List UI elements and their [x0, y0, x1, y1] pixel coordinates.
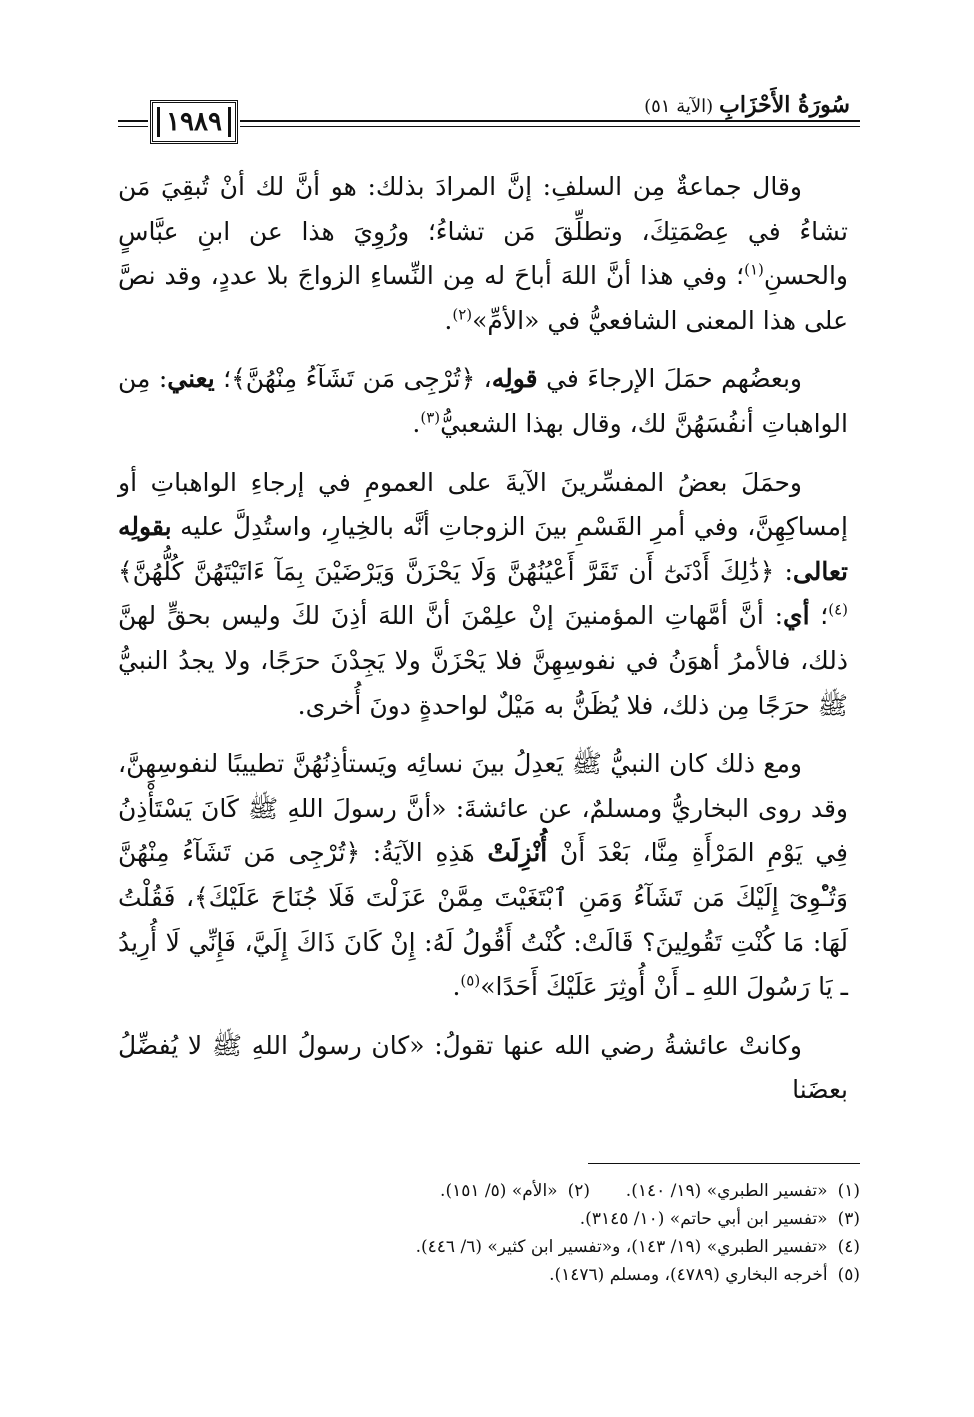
p4-end: .	[452, 972, 461, 1002]
footnote-ref-4: (٤)	[828, 601, 848, 620]
body-text	[118, 165, 848, 1113]
p2-qawluh: قولِه	[491, 364, 538, 394]
p3-ay: أي	[783, 601, 810, 631]
p3-qawluh: بقولِه تعالى	[118, 512, 848, 586]
paragraph-1	[118, 165, 848, 343]
footnote-4: (٤)«تفسير الطبري» (١٩/ ١٤٣)، و«تفسير ابن كثير» (٦/ ٤٤٦).	[415, 1237, 860, 1257]
footnote-row-3	[300, 1233, 860, 1261]
header-rule-right-bottom	[240, 126, 860, 127]
footnote-3: (٣)«تفسير ابن أبي حاتم» (١٠/ ٣١٤٥).	[579, 1209, 860, 1229]
p2-ya3ni: يعني	[167, 364, 215, 394]
p3-rest: : أنَّ أمَّهاتِ المؤمنينَ إنْ علِمْنَ أنَّ اللهَ أذِنَ لكَ وليس بحقٍّ لهنَّ ذلك، فالأمرُ أهوَنُ في نفوسِهِنَّ فلا يَحْزَنَّ ولا يَجِدْنَ حرَجًا، ولا يجدُ النبيُّ ﷺ حرَجًا مِن ذلك، فلا يُظَنُّ به مَيْلٌ لواحدةٍ دونَ أُخرى.	[118, 601, 848, 720]
page-number: ١٩٨٩	[150, 100, 238, 144]
header-rule-left-top	[118, 120, 148, 122]
p2-rest: : مِن الواهباتِ أنفُسَهُنَّ لك، وقال بهذا الشعبيُّ	[118, 364, 848, 438]
header-rule-left-bottom	[118, 126, 148, 127]
p4-mid: هَذِهِ الآيَةُ:	[372, 838, 475, 868]
footnote-ref-5: (٥)	[460, 971, 481, 990]
verse-reference: (الآية ٥١)	[644, 96, 714, 117]
paragraph-5	[118, 1024, 848, 1113]
p1-mid: ؛ وفي هذا أنَّ اللهَ أباحَ له مِن النِّساءِ الزواجَ بلا عددٍ، وقد نصَّ على هذا المعنى الشافعيُّ في «الأمِّ»	[118, 261, 848, 335]
footnote-ref-2: (٢)	[452, 305, 473, 324]
paragraph-2: وبعضُهم حمَلَ الإرجاءَ في قولِه، ﴿تُرْجِى مَن تَشَآءُ مِنْهُنَّ﴾؛ يعني: مِن الواهباتِ أنفُسَهُنَّ لك، وقال بهذا الشعبيُّ$^{(٣)}$.	[118, 364, 848, 438]
p1-lead: وقال جماعةٌ مِن السلفِ: إنَّ المرادَ بذلك: هو أنَّ لك أنْ تُبقِيَ مَن تشاءُ في عِصْمَتِكَ، وتطلِّقَ مَن تشاءُ؛ ورُوِيَ هذا عن ابنِ عبَّاسٍ والحسنِ	[118, 172, 848, 291]
surah-title: سُورَةُ الأَحْزَابِ	[719, 92, 850, 118]
p3-lead: وحمَلَ بعضُ المفسِّرينَ الآيةَ على العمومِ في إرجاءِ الواهباتِ أو إمساكِهِنَّ، وفي أمرِ القَسْمِ بينَ الزوجاتِ أنَّه بالخِيارِ، واستُدِلَّ عليه	[118, 467, 848, 542]
paragraph-3: وحمَلَ بعضُ المفسِّرينَ الآيةَ على العمومِ في إرجاءِ الواهباتِ أو إمساكِهِنَّ، وفي أمرِ القَسْمِ بينَ الزوجاتِ أنَّه بالخِيارِ، واستُدِلَّ عليه بقولِه تعالى: ﴿ذَٰلِكَ أَدْنَىٰٓ أَن تَقَرَّ أَعْيُنُهُنَّ وَلَا يَحْزَنَّ وَيَرْضَيْنَ بِمَآ ءَاتَيْتَهُنَّ كُلُّهُنَّ﴾$^{(٤)}$؛ أي: أنَّ أمَّهاتِ المؤمنينَ إنْ علِمْنَ أنَّ اللهَ أذِنَ لكَ وليس بحقٍّ لهنَّ ذلك، فالأمرُ أهوَنُ في نفوسِهِنَّ فلا يَحْزَنَّ ولا يَجِدْنَ حرَجًا، ولا يجدُ النبيُّ ﷺ حرَجًا مِن ذلك، فلا يُظَنُّ به مَيْلٌ لواحدةٍ دونَ أُخرى.	[118, 467, 848, 720]
footnote-1: (١)«تفسير الطبري» (١٩/ ١٤٠).	[625, 1181, 860, 1201]
footnote-row-2	[300, 1205, 860, 1233]
footnote-ref-1: (١)	[744, 260, 764, 279]
p5-text: وكانتْ عائشةُ رضي الله عنها تقولُ: «كان رسولُ اللهِ ﷺ لا يُفضِّلُ بعضَنا	[118, 1030, 848, 1105]
p4-rest: ، فَقُلْتُ لَهَا: مَا كُنْتِ تَقُولِينَ؟ قَالَتْ: كُنْتُ أَقُولُ لَهُ: إِنْ كَانَ ذَاكَ إِلَيَّ، فَإِنِّي لَا أُرِيدُ ـ يَا رَسُولَ اللهِ ـ أَنْ أُوثِرَ عَلَيْكَ أَحَدًا»	[118, 882, 848, 1002]
paragraph-4	[118, 742, 848, 1010]
footnote-row-4	[300, 1261, 860, 1289]
running-head	[638, 92, 856, 118]
footnote-5: (٥)أخرجه البخاري (٤٧٨٩)، ومسلم (١٤٧٦).	[549, 1265, 860, 1285]
p4-lead: ومع ذلك كان النبيُّ ﷺ يَعدِلُ بينَ نسائِه ويَستأذِنُهُنَّ تطييبًا لنفوسِهِنَّ، وقد روى البخاريُّ ومسلمٌ، عن عائشةَ: «أنَّ رسولَ اللهِ ﷺ كَانَ يَسْتَأْذِنُ فِي يَوْمِ المَرْأَةِ مِنَّا، بَعْدَ أَنْ	[118, 749, 849, 868]
p2-end: .	[412, 408, 421, 438]
quran-quote-2: ﴿ذَٰلِكَ أَدْنَىٰٓ أَن تَقَرَّ أَعْيُنُهُنَّ وَلَا يَحْزَنَّ وَيَرْضَيْنَ بِمَآ ءَاتَيْتَهُنَّ كُلُّهُنَّ﴾	[118, 556, 775, 586]
footnote-ref-3: (٣)	[420, 408, 441, 427]
footnote-row-1	[300, 1177, 860, 1205]
header-rule-right-top	[240, 120, 860, 122]
p2-lead: وبعضُهم حمَلَ الإرجاءَ في	[546, 364, 803, 394]
quran-quote-1: ﴿تُرْجِى مَن تَشَآءُ مِنْهُنَّ﴾	[231, 364, 476, 394]
footnote-2: (٢)«الأم» (٥/ ١٥١).	[440, 1181, 590, 1201]
p1-end: .	[444, 305, 453, 335]
footnote-separator	[588, 1163, 860, 1164]
p4-unzilat: أُنْزِلَتْ	[487, 838, 548, 868]
quran-quote-3: ﴿تُرْجِى مَن تَشَآءُ مِنْهُنَّ وَتُـْٔوِىٓ إِلَيْكَ مَن تَشَآءُ وَمَنِ ٱبْتَغَيْتَ مِمَّنْ عَزَلْتَ فَلَا جُنَاحَ عَلَيْكَ﴾	[118, 838, 849, 912]
footnotes	[300, 1177, 860, 1289]
